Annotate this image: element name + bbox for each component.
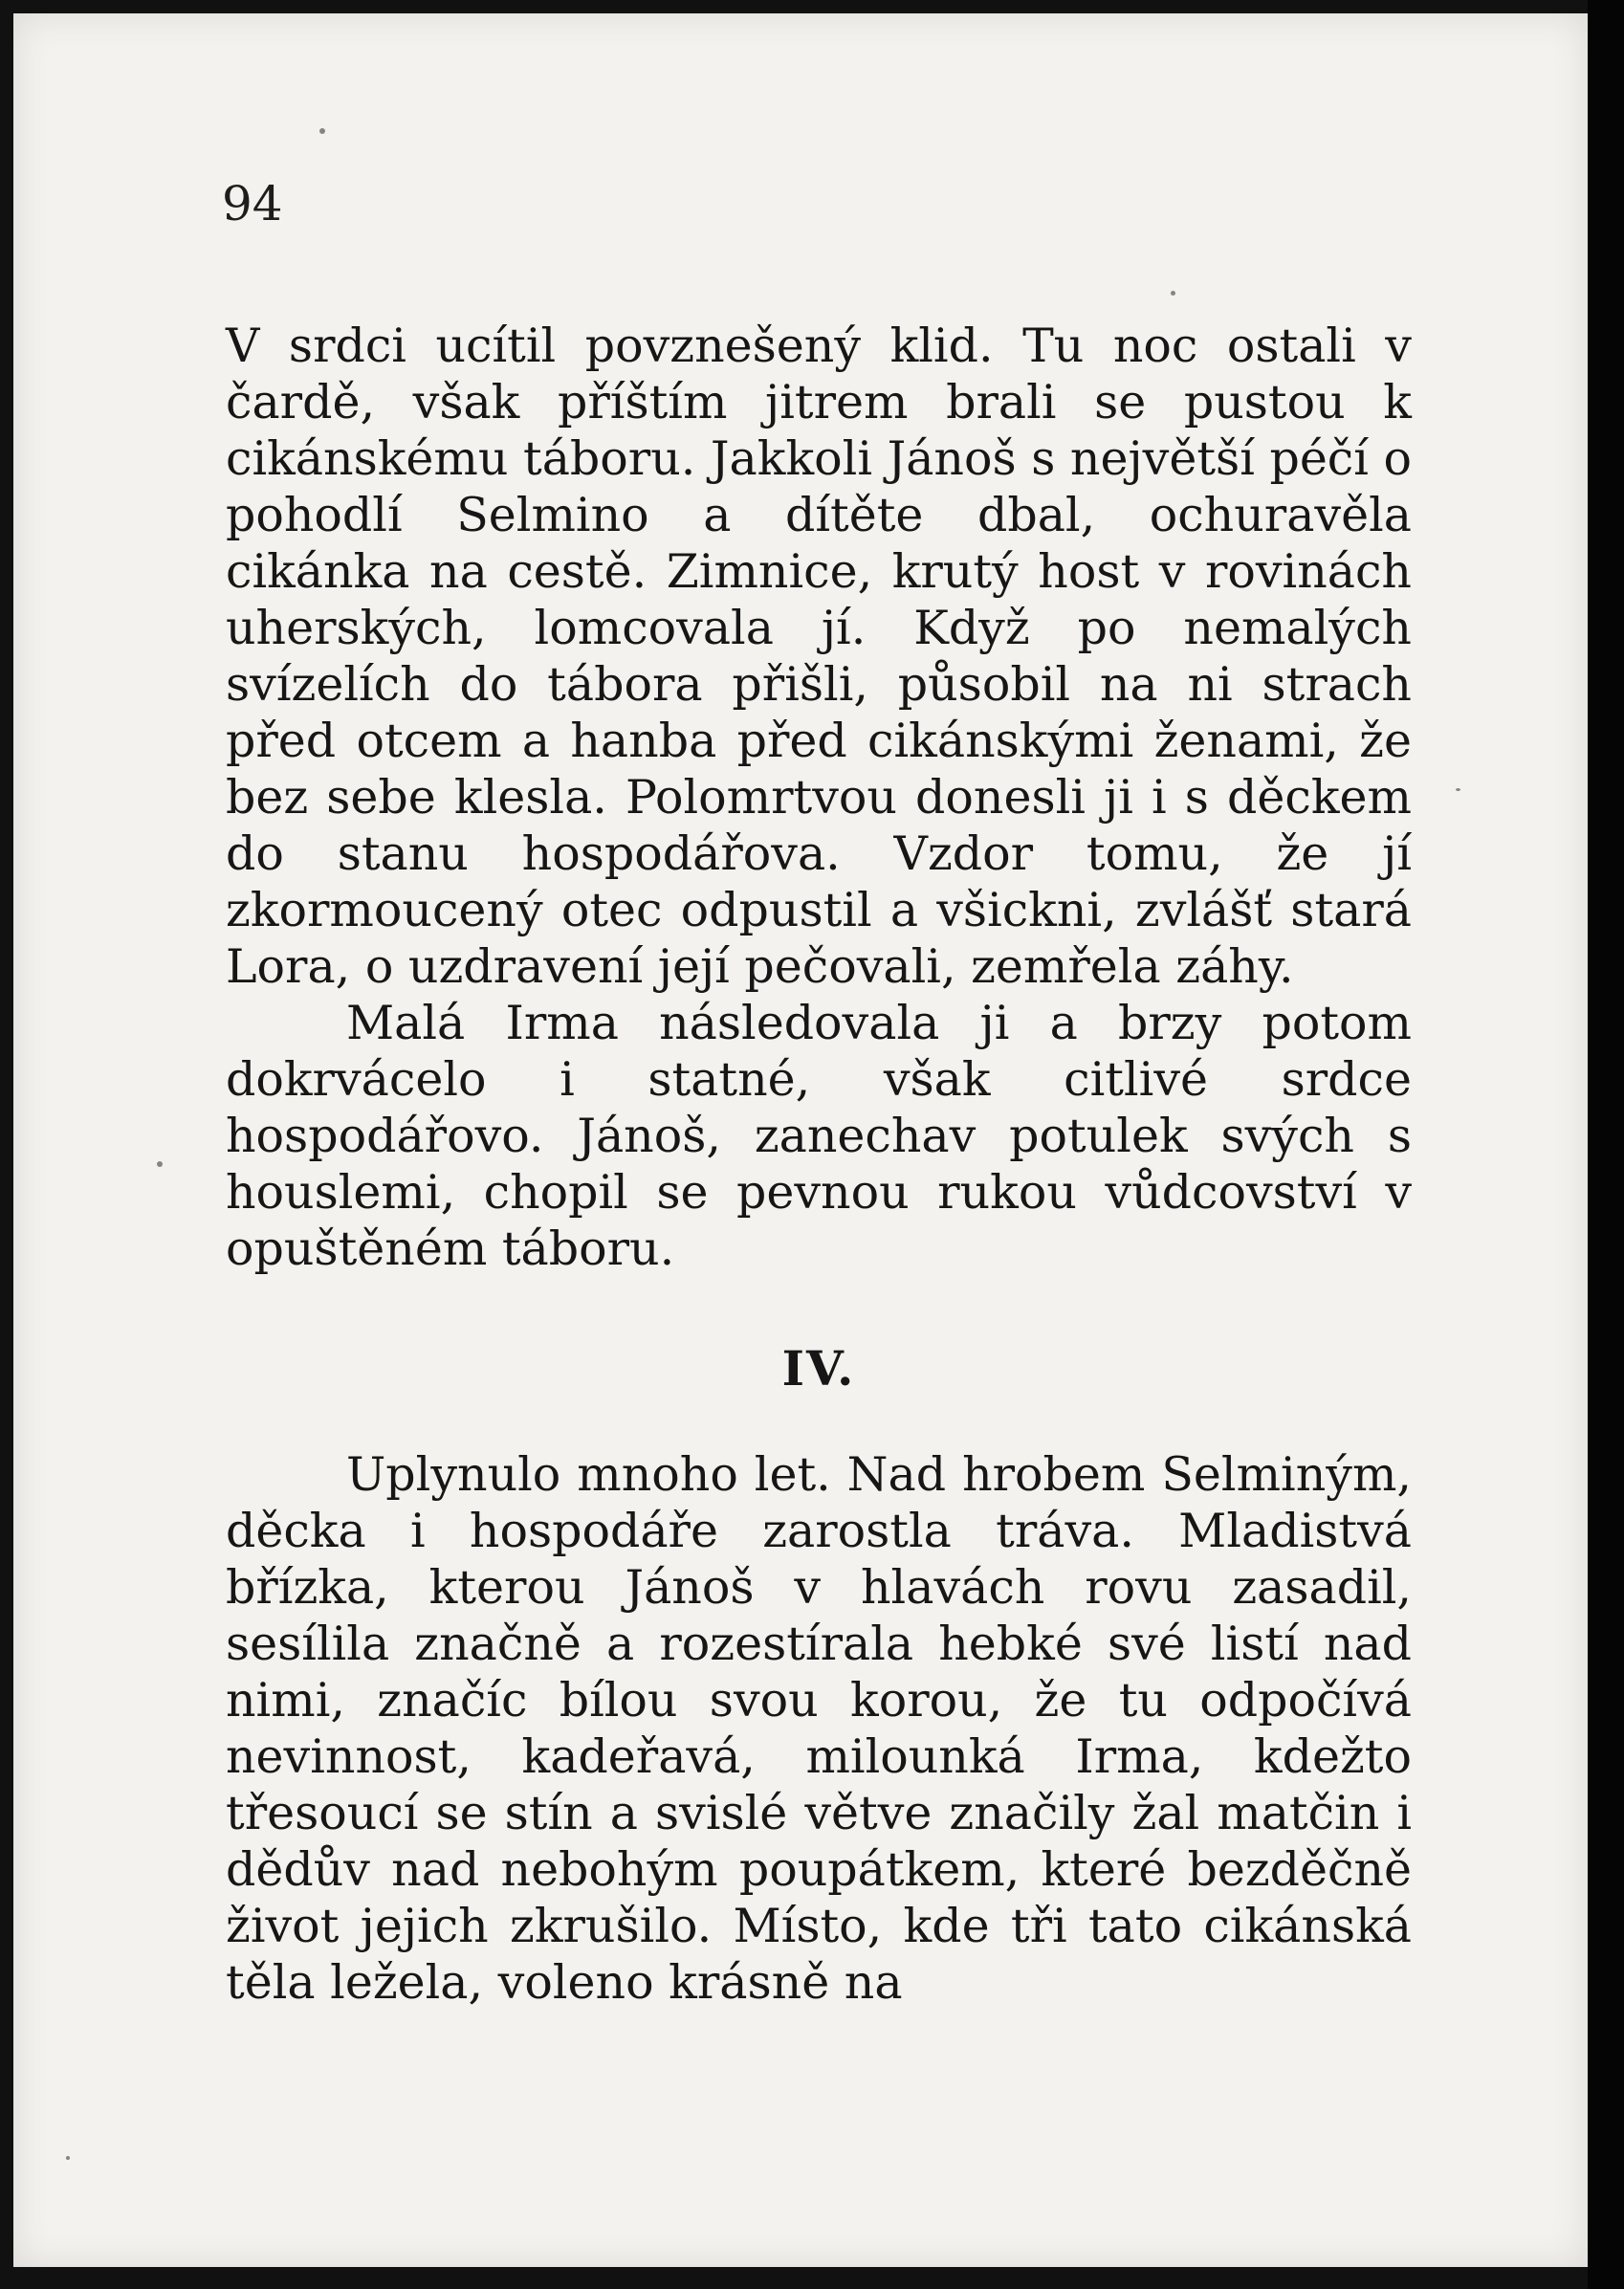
paragraph: Uplynulo mnoho let. Nad hrobem Selminým, děcka i hospodáře zarostla tráva. Mladistvá břízka, kterou Jánoš v hlavách rovu zasadil, sesílila značně a rozestírala hebké své listí nad nimi, značíc bílou svou korou, že tu odpočívá nevinnost, kadeřavá, milounká Irma, kdežto třesoucí se stín a svislé větve značily žal matčin i dědův nad nebohým poupátkem, které bezděčně život jejich zkrušilo. Místo, kde tři tato cikánská těla ležela, voleno krásně na bbox=[226, 1447, 1412, 2010]
paragraph: V srdci ucítil povznešený klid. Tu noc ostali v čardě, však příštím jitrem brali se pustou k cikánskému táboru. Jakkoli Jánoš s největší péčí o pohodlí Selmino a dítěte dbal, ochuravěla cikánka na cestě. Zimnice, krutý host v rovinách uherských, lomcovala jí. Když po nemalých svízelích do tábora přišli, působil na ni strach před otcem a hanba před cikánskými ženami, že bez sebe klesla. Polomrtvou donesli ji i s děckem do stanu hospodářova. Vzdor tomu, že jí zkormoucený otec odpustil a všickni, zvlášť stará Lora, o uzdravení její pečovali, zemřela záhy. bbox=[226, 319, 1413, 994]
book-page bbox=[13, 13, 1588, 2267]
chapter-heading: IV. bbox=[781, 1340, 856, 1397]
page-text-block bbox=[226, 318, 1412, 2011]
scan-edge-shadow bbox=[1588, 0, 1624, 2289]
paper-speck bbox=[157, 1161, 163, 1167]
paper-speck bbox=[1171, 291, 1175, 296]
paragraph: Malá Irma následovala ji a brzy potom dokrvácelo i statné, však citlivé srdce hospodářovo. Jánoš, zanechav potulek svých s houslemi, chopil se pevnou rukou vůdcovství v opuštěném táboru. bbox=[226, 996, 1412, 1276]
paper-speck bbox=[1456, 788, 1460, 791]
paper-speck bbox=[66, 2156, 70, 2160]
paper-speck bbox=[319, 128, 325, 134]
page-number: 94 bbox=[222, 176, 283, 231]
